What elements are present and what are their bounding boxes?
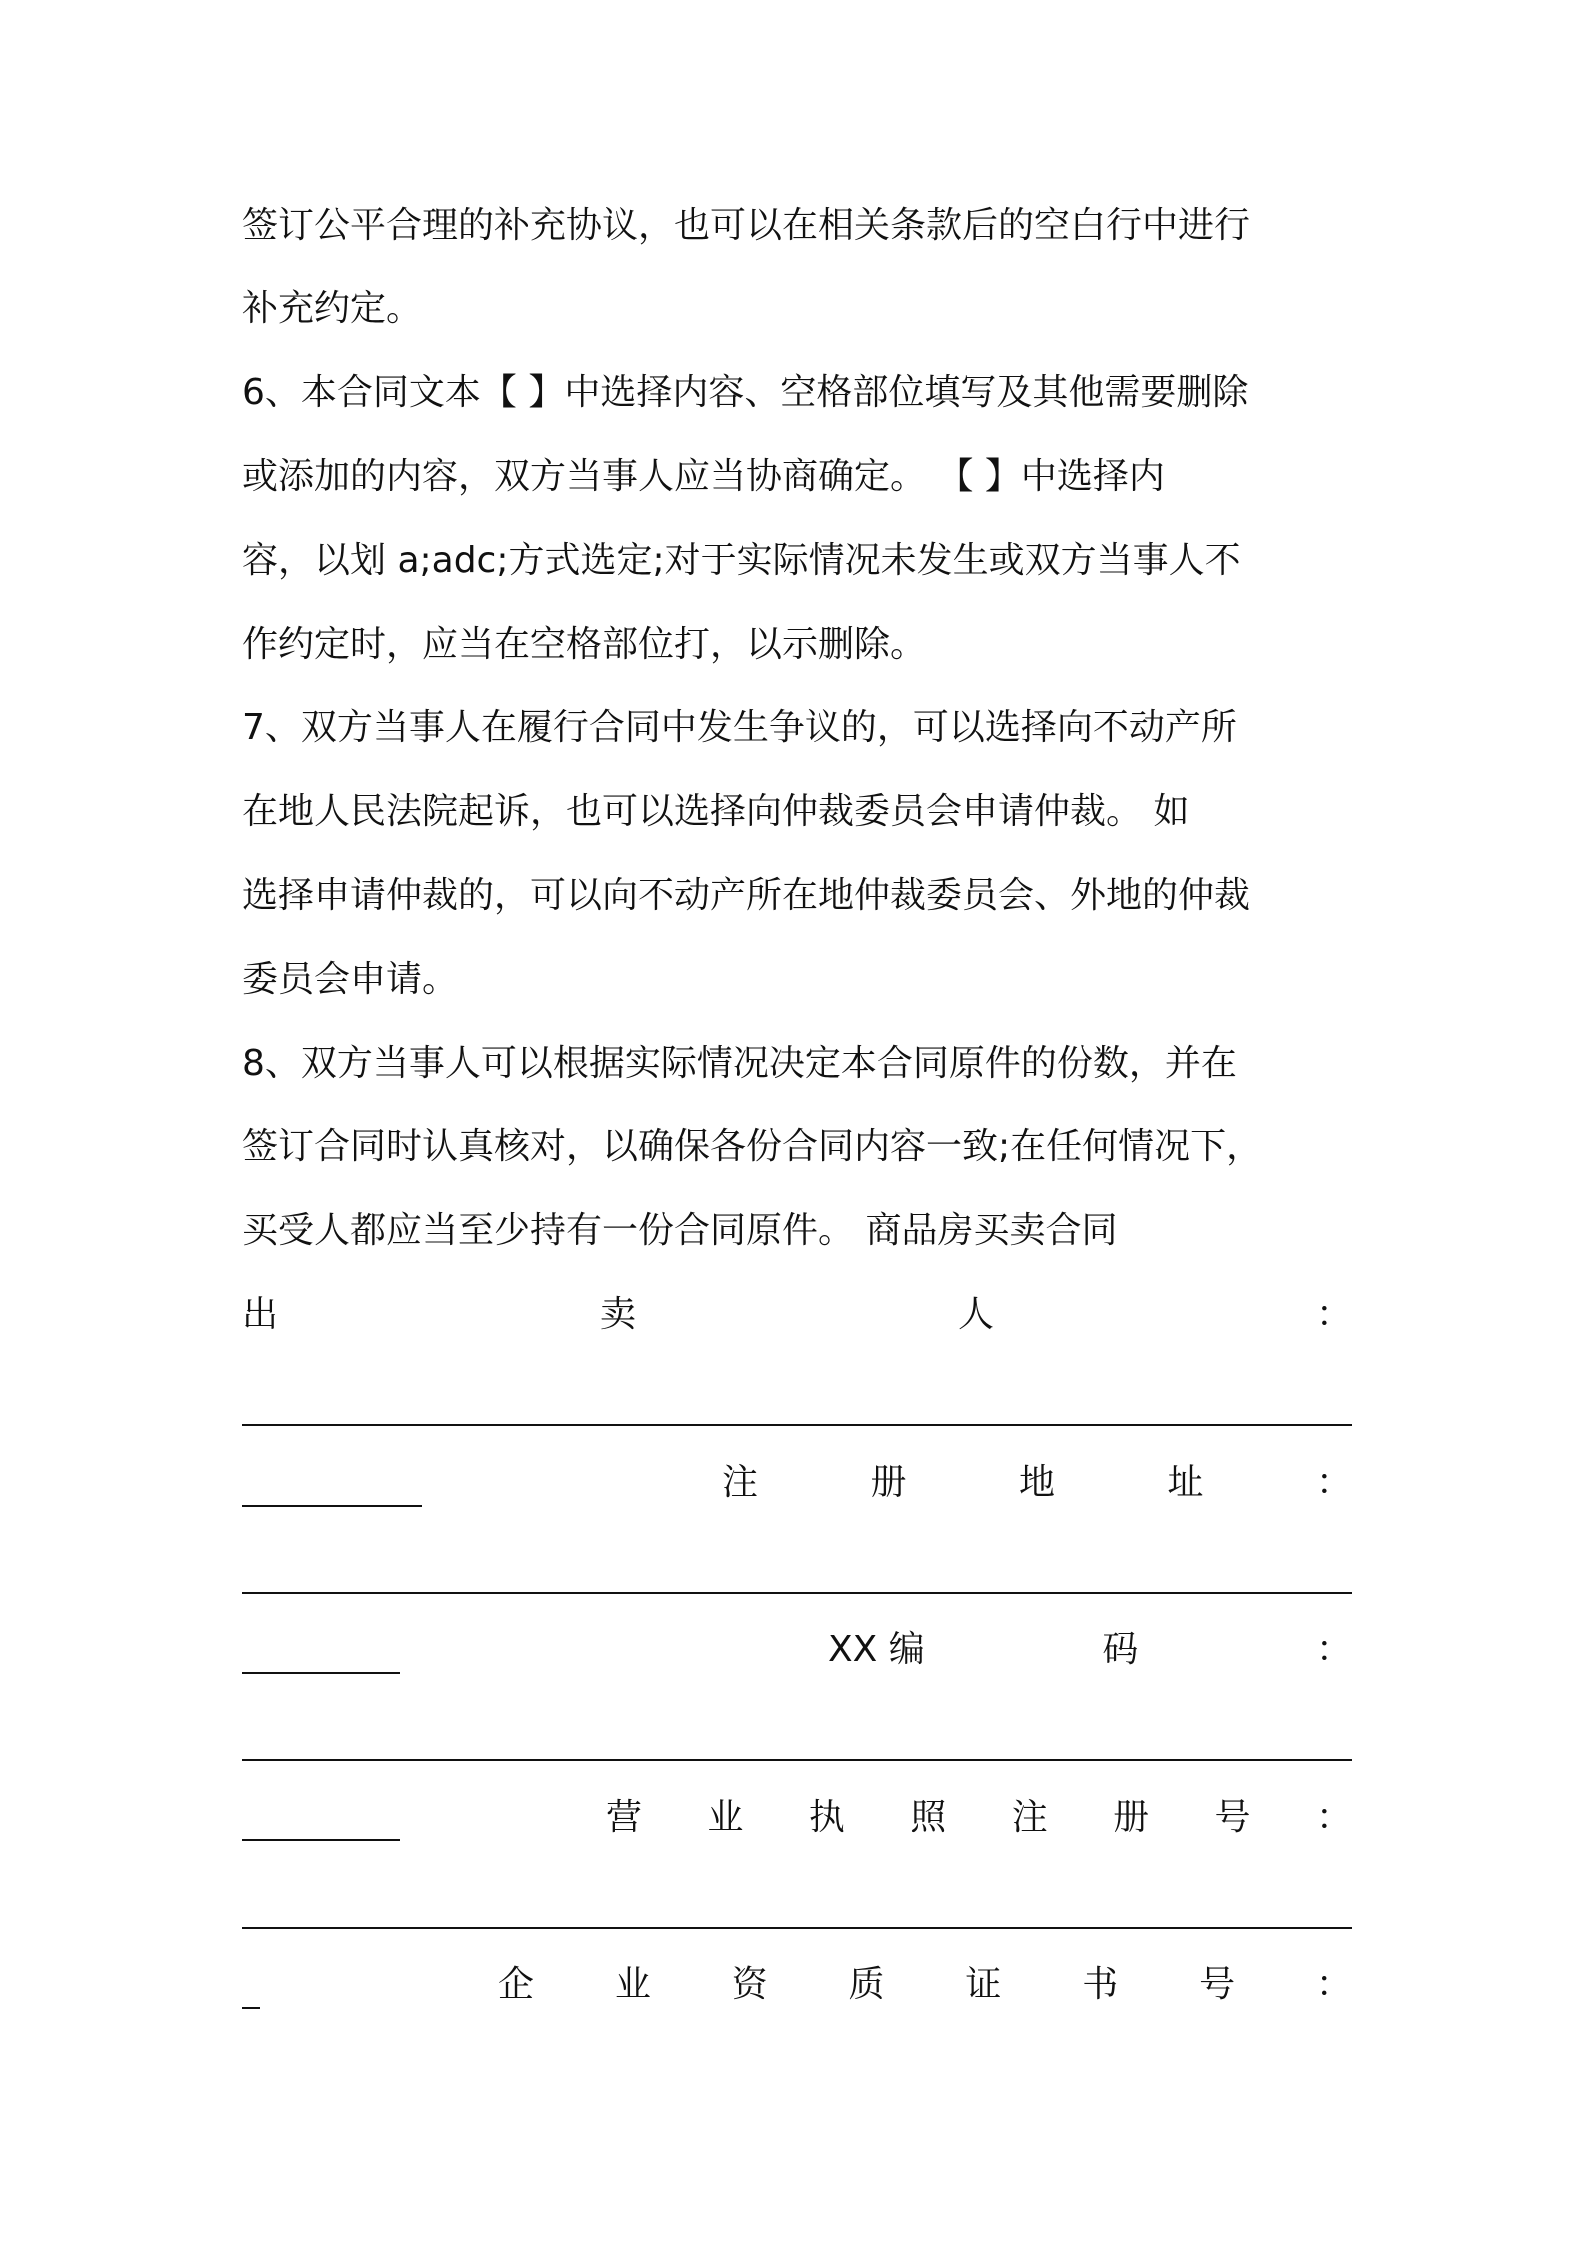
license-blank-tail[interactable]	[242, 2007, 260, 2009]
reg-address-char: 册	[870, 1462, 907, 1503]
qualification-char: 企	[498, 1964, 535, 2005]
paragraph-line: 在地人民法院起诉，也可以选择向仲裁委员会申请仲裁。 如	[242, 791, 1190, 832]
paragraph-line: 作约定时，应当在空格部位打，以示删除。	[242, 624, 927, 665]
paragraph-line: 8、双方当事人可以根据实际情况决定本合同原件的份数，并在	[242, 1043, 1237, 1084]
seller-blank-line[interactable]	[242, 1424, 1352, 1426]
qualification-char: 证	[965, 1964, 1002, 2005]
reg-address-label	[722, 1458, 1352, 1508]
reg-address-blank-line[interactable]	[242, 1592, 1352, 1594]
qualification-label	[498, 1960, 1352, 2010]
license-label	[606, 1793, 1352, 1843]
qualification-char: 书	[1082, 1964, 1119, 2005]
qualification-char: 质	[848, 1964, 885, 2005]
reg-address-char: ：	[1315, 1462, 1352, 1503]
paragraph-line: 选择申请仲裁的，可以向不动产所在地仲裁委员会、外地的仲裁	[242, 875, 1251, 916]
paragraph-line: 或添加的内容，双方当事人应当协商确定。 【 】中选择内	[242, 456, 1165, 497]
license-char: 照	[910, 1797, 947, 1838]
license-char: 营	[606, 1797, 643, 1838]
paragraph-line: 补充约定。	[242, 288, 423, 329]
seller-label	[242, 1290, 1352, 1340]
paragraph-line: 签订公平合理的补充协议，也可以在相关条款后的空白行中进行	[242, 205, 1251, 246]
qualification-char: 号	[1199, 1964, 1236, 2005]
license-char: 业	[707, 1797, 744, 1838]
license-char: ：	[1315, 1797, 1352, 1838]
reg-address-char: 注	[722, 1462, 759, 1503]
seller-blank-tail[interactable]	[242, 1505, 422, 1507]
paragraph-line: 委员会申请。	[242, 959, 459, 1000]
seller-char: 人	[957, 1294, 994, 1335]
paragraph-line: 容，以划 a;adc;方式选定;对于实际情况未发生或双方当事人不	[242, 540, 1241, 581]
reg-address-char: 地	[1018, 1462, 1055, 1503]
paragraph-line: 7、双方当事人在履行合同中发生争议的，可以选择向不动产所	[242, 707, 1237, 748]
code-blank-tail[interactable]	[242, 1839, 400, 1841]
license-blank-line[interactable]	[242, 1927, 1352, 1929]
code-blank-line[interactable]	[242, 1759, 1352, 1761]
seller-char: 卖	[599, 1294, 636, 1335]
license-char: 执	[808, 1797, 845, 1838]
qualification-char: 业	[614, 1964, 651, 2005]
license-char: 号	[1214, 1797, 1251, 1838]
qualification-char: 资	[731, 1964, 768, 2005]
code-char: ：	[1315, 1629, 1352, 1670]
reg-address-blank-tail[interactable]	[242, 1672, 400, 1674]
qualification-char: ：	[1315, 1964, 1352, 2005]
code-char: 码	[1102, 1629, 1139, 1670]
reg-address-char: 址	[1167, 1462, 1204, 1503]
paragraph-line: 签订合同时认真核对，以确保各份合同内容一致;在任何情况下，	[242, 1126, 1263, 1167]
paragraph-line: 6、本合同文本【 】中选择内容、空格部位填写及其他需要删除	[242, 372, 1249, 413]
license-char: 册	[1113, 1797, 1150, 1838]
paragraph-line: 买受人都应当至少持有一份合同原件。 商品房买卖合同	[242, 1210, 1118, 1251]
seller-char: 出	[242, 1294, 279, 1335]
seller-char: ：	[1315, 1294, 1352, 1335]
code-char: XX 编	[828, 1629, 925, 1670]
code-label	[828, 1625, 1352, 1675]
license-char: 注	[1011, 1797, 1048, 1838]
